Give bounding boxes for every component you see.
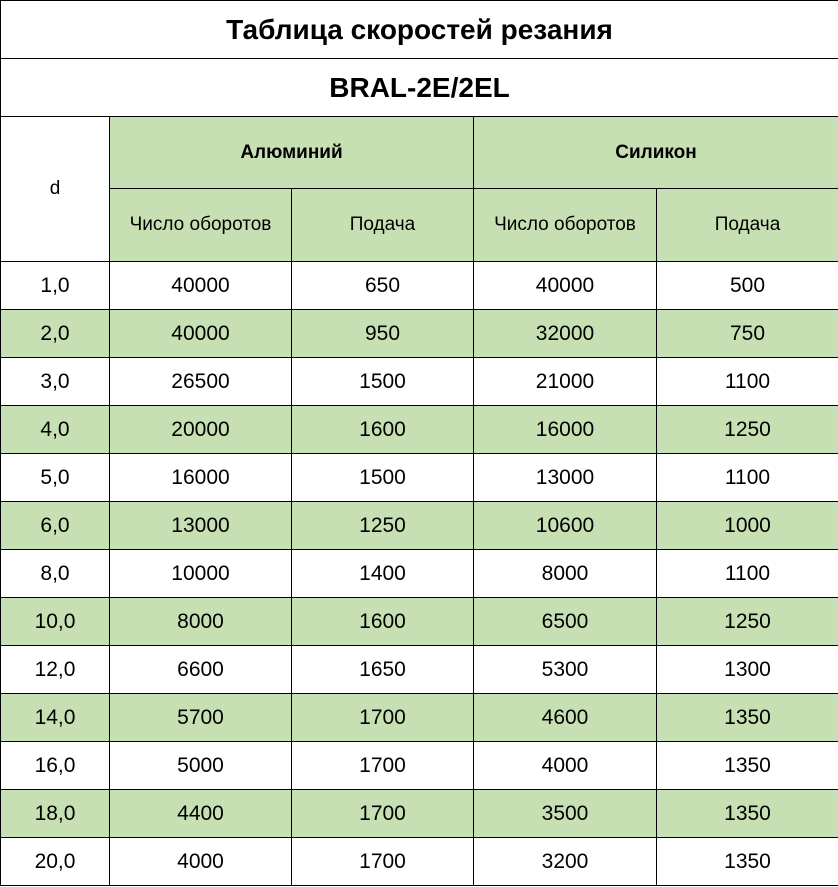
cell-silicone-rpm: 21000 bbox=[474, 358, 657, 406]
cell-diameter: 2,0 bbox=[1, 310, 110, 358]
cell-diameter: 18,0 bbox=[1, 790, 110, 838]
table-row bbox=[1, 838, 838, 886]
cell-aluminium-feed: 1700 bbox=[292, 694, 474, 742]
cell-silicone-feed: 1100 bbox=[657, 358, 838, 406]
cell-diameter: 4,0 bbox=[1, 406, 110, 454]
cell-aluminium-feed: 1700 bbox=[292, 742, 474, 790]
cell-aluminium-feed: 1700 bbox=[292, 790, 474, 838]
cell-silicone-rpm: 3200 bbox=[474, 838, 657, 886]
cell-aluminium-feed: 950 bbox=[292, 310, 474, 358]
cell-diameter: 14,0 bbox=[1, 694, 110, 742]
table-row bbox=[1, 310, 838, 358]
model-name: BRAL-2E/2EL bbox=[1, 59, 838, 117]
table-row bbox=[1, 454, 838, 502]
cell-diameter: 8,0 bbox=[1, 550, 110, 598]
cell-diameter: 10,0 bbox=[1, 598, 110, 646]
column-header-silicone-rpm: Число оборотов bbox=[474, 189, 657, 262]
cell-aluminium-feed: 650 bbox=[292, 262, 474, 310]
cell-silicone-feed: 1350 bbox=[657, 838, 838, 886]
cell-silicone-feed: 1100 bbox=[657, 550, 838, 598]
cell-silicone-feed: 1350 bbox=[657, 694, 838, 742]
cell-aluminium-feed: 1250 bbox=[292, 502, 474, 550]
table-row bbox=[1, 406, 838, 454]
cell-aluminium-rpm: 13000 bbox=[110, 502, 292, 550]
cell-aluminium-rpm: 6600 bbox=[110, 646, 292, 694]
cell-aluminium-rpm: 40000 bbox=[110, 262, 292, 310]
cell-silicone-feed: 1000 bbox=[657, 502, 838, 550]
cell-aluminium-feed: 1700 bbox=[292, 838, 474, 886]
cell-aluminium-feed: 1600 bbox=[292, 406, 474, 454]
cell-silicone-rpm: 13000 bbox=[474, 454, 657, 502]
cell-silicone-feed: 1250 bbox=[657, 406, 838, 454]
cell-diameter: 16,0 bbox=[1, 742, 110, 790]
cell-silicone-feed: 1350 bbox=[657, 742, 838, 790]
cell-silicone-rpm: 5300 bbox=[474, 646, 657, 694]
column-header-silicone-feed: Подача bbox=[657, 189, 838, 262]
cell-silicone-rpm: 8000 bbox=[474, 550, 657, 598]
cell-diameter: 20,0 bbox=[1, 838, 110, 886]
cell-aluminium-rpm: 20000 bbox=[110, 406, 292, 454]
table-row bbox=[1, 262, 838, 310]
cell-aluminium-feed: 1600 bbox=[292, 598, 474, 646]
cell-aluminium-rpm: 5700 bbox=[110, 694, 292, 742]
diameter-header: d bbox=[1, 117, 110, 262]
table-row bbox=[1, 694, 838, 742]
cell-aluminium-rpm: 10000 bbox=[110, 550, 292, 598]
cell-aluminium-rpm: 5000 bbox=[110, 742, 292, 790]
table-row bbox=[1, 358, 838, 406]
cell-aluminium-feed: 1650 bbox=[292, 646, 474, 694]
cell-silicone-rpm: 40000 bbox=[474, 262, 657, 310]
cell-silicone-feed: 1100 bbox=[657, 454, 838, 502]
cell-aluminium-rpm: 4000 bbox=[110, 838, 292, 886]
cell-diameter: 6,0 bbox=[1, 502, 110, 550]
cell-silicone-rpm: 4000 bbox=[474, 742, 657, 790]
cell-diameter: 12,0 bbox=[1, 646, 110, 694]
group-header-aluminium: Алюминий bbox=[110, 117, 474, 189]
cell-aluminium-feed: 1400 bbox=[292, 550, 474, 598]
cell-aluminium-rpm: 26500 bbox=[110, 358, 292, 406]
cell-silicone-feed: 1350 bbox=[657, 790, 838, 838]
cell-silicone-rpm: 16000 bbox=[474, 406, 657, 454]
cell-diameter: 5,0 bbox=[1, 454, 110, 502]
cell-silicone-rpm: 3500 bbox=[474, 790, 657, 838]
cell-aluminium-rpm: 40000 bbox=[110, 310, 292, 358]
table-row bbox=[1, 790, 838, 838]
column-header-aluminium-feed: Подача bbox=[292, 189, 474, 262]
table-row bbox=[1, 646, 838, 694]
cell-silicone-rpm: 6500 bbox=[474, 598, 657, 646]
cell-silicone-rpm: 32000 bbox=[474, 310, 657, 358]
table-title: Таблица скоростей резания bbox=[1, 1, 838, 59]
cell-silicone-feed: 1250 bbox=[657, 598, 838, 646]
group-header-silicone: Силикон bbox=[474, 117, 838, 189]
table-row bbox=[1, 598, 838, 646]
table-row bbox=[1, 502, 838, 550]
cell-aluminium-rpm: 16000 bbox=[110, 454, 292, 502]
cell-diameter: 1,0 bbox=[1, 262, 110, 310]
cell-aluminium-rpm: 4400 bbox=[110, 790, 292, 838]
cell-silicone-rpm: 10600 bbox=[474, 502, 657, 550]
cell-silicone-feed: 1300 bbox=[657, 646, 838, 694]
cell-diameter: 3,0 bbox=[1, 358, 110, 406]
cell-aluminium-feed: 1500 bbox=[292, 454, 474, 502]
column-header-aluminium-rpm: Число оборотов bbox=[110, 189, 292, 262]
table-row bbox=[1, 742, 838, 790]
cell-silicone-rpm: 4600 bbox=[474, 694, 657, 742]
table-row bbox=[1, 550, 838, 598]
cell-aluminium-rpm: 8000 bbox=[110, 598, 292, 646]
cell-aluminium-feed: 1500 bbox=[292, 358, 474, 406]
cell-silicone-feed: 750 bbox=[657, 310, 838, 358]
cell-silicone-feed: 500 bbox=[657, 262, 838, 310]
